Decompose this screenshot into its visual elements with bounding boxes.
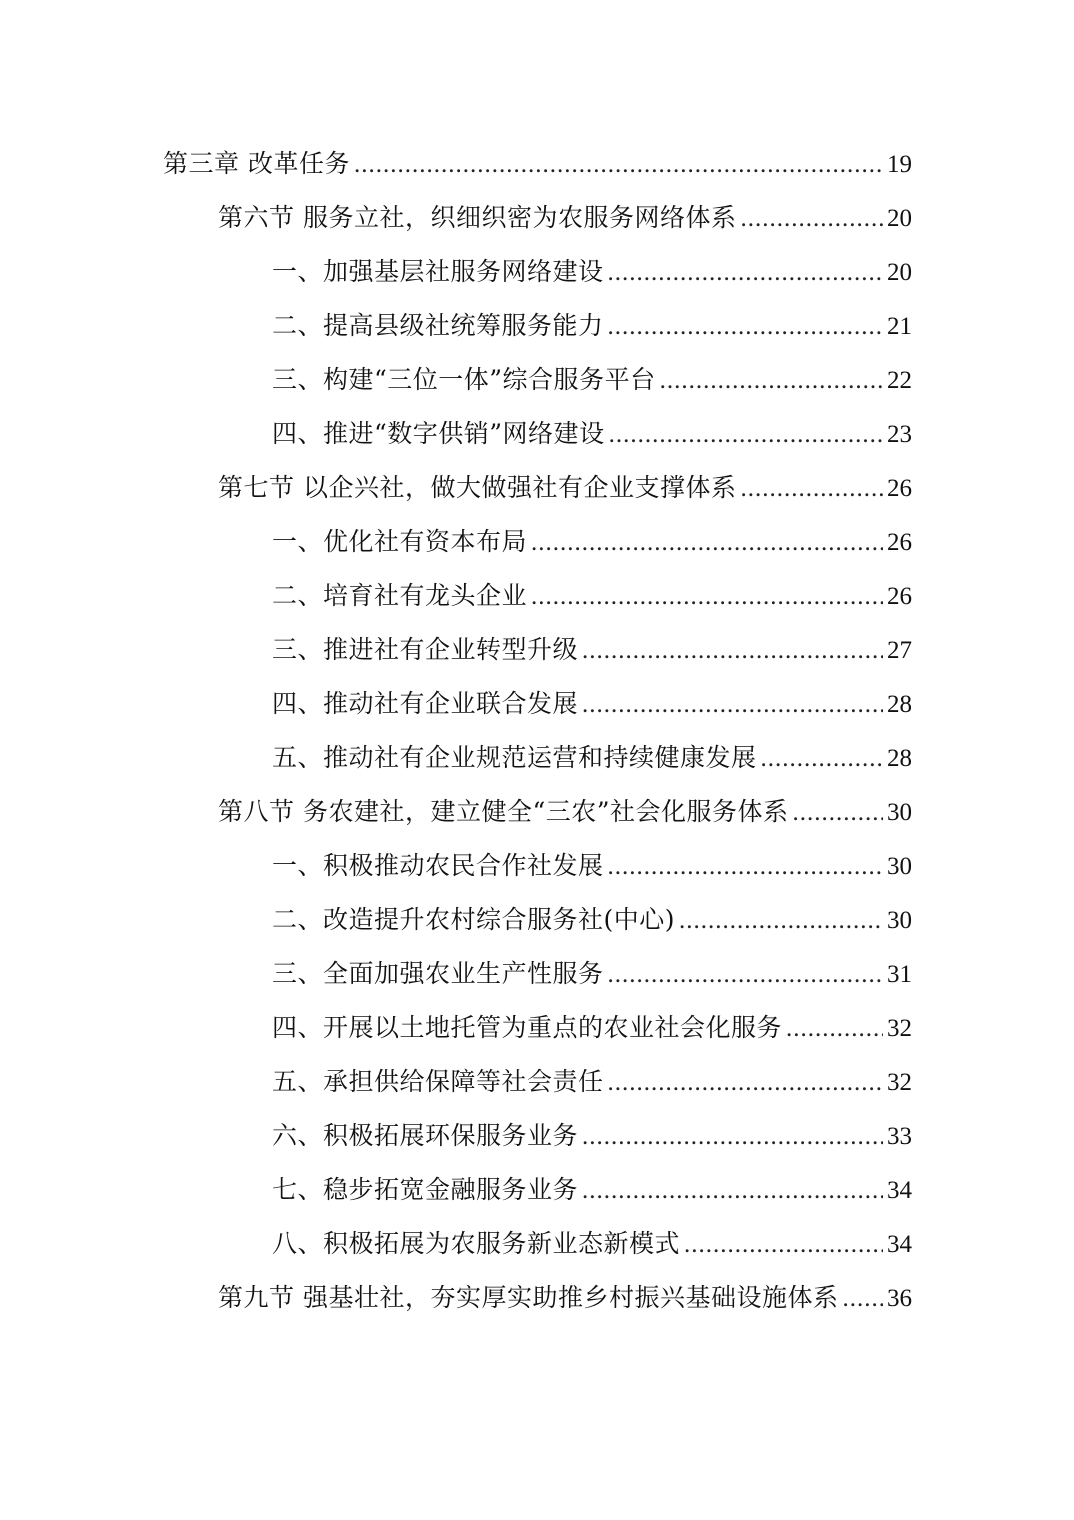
toc-entry-title: 二、培育社有龙头企业 — [272, 581, 528, 610]
toc-dot-leader — [684, 1225, 883, 1265]
toc-entry-page: 32 — [887, 1069, 912, 1096]
toc-entry-item[interactable] — [272, 900, 912, 940]
toc-entry-item[interactable] — [272, 1170, 912, 1210]
toc-dot-leader — [608, 847, 883, 887]
toc-entry-page: 20 — [887, 259, 912, 286]
toc-entry-page: 26 — [887, 583, 912, 610]
toc-entry-page: 28 — [887, 691, 912, 718]
toc-entry-title: 七、稳步拓宽金融服务业务 — [272, 1175, 579, 1204]
toc-entry-item[interactable] — [272, 630, 912, 670]
toc-entry-page: 33 — [887, 1123, 912, 1150]
toc-entry-page: 28 — [887, 745, 912, 772]
toc-entry-title: 五、承担供给保障等社会责任 — [272, 1067, 604, 1096]
toc-dot-leader — [608, 307, 883, 347]
toc-entry-item[interactable] — [272, 1224, 912, 1264]
toc-dot-leader — [786, 1009, 883, 1049]
toc-dot-leader — [660, 361, 883, 401]
toc-entry-page: 23 — [887, 421, 912, 448]
toc-entry-page: 22 — [887, 367, 912, 394]
toc-entry-title: 第三章 改革任务 — [163, 149, 350, 178]
toc-dot-leader — [740, 199, 883, 239]
toc-dot-leader — [761, 739, 883, 779]
toc-entry-section-8[interactable] — [218, 792, 912, 832]
toc-entry-item[interactable] — [272, 414, 912, 454]
toc-entry-page: 30 — [887, 907, 912, 934]
toc-entry-item[interactable] — [272, 738, 912, 778]
toc-entry-page: 31 — [887, 961, 912, 988]
toc-dot-leader — [793, 793, 883, 833]
toc-entry-item[interactable] — [272, 846, 912, 886]
toc-entry-page: 34 — [887, 1177, 912, 1204]
toc-dot-leader — [679, 901, 883, 941]
toc-entry-item[interactable] — [272, 522, 912, 562]
toc-entry-page: 21 — [887, 313, 912, 340]
toc-entry-title: 五、推动社有企业规范运营和持续健康发展 — [272, 743, 757, 772]
toc-dot-leader — [740, 469, 883, 509]
toc-entry-page: 20 — [887, 205, 912, 232]
toc-entry-page: 34 — [887, 1231, 912, 1258]
toc-entry-item[interactable] — [272, 954, 912, 994]
toc-entry-item[interactable] — [272, 1008, 912, 1048]
toc-entry-page: 32 — [887, 1015, 912, 1042]
toc-entry-title: 四、开展以土地托管为重点的农业社会化服务 — [272, 1013, 783, 1042]
toc-entry-item[interactable] — [272, 360, 912, 400]
toc-entry-item[interactable] — [272, 1116, 912, 1156]
toc-dot-leader — [842, 1279, 883, 1319]
toc-dot-leader — [582, 1171, 883, 1211]
toc-entry-section-6[interactable] — [218, 198, 912, 238]
toc-entry-title: 六、积极拓展环保服务业务 — [272, 1121, 579, 1150]
toc-entry-page: 19 — [887, 151, 912, 178]
toc-entry-title: 第九节 强基壮社，夯实厚实助推乡村振兴基础设施体系 — [218, 1283, 839, 1312]
toc-entry-title: 三、全面加强农业生产性服务 — [272, 959, 604, 988]
toc-entry-section-9[interactable] — [218, 1278, 912, 1318]
toc-entry-title: 四、推动社有企业联合发展 — [272, 689, 579, 718]
toc-entry-page: 26 — [887, 529, 912, 556]
toc-entry-chapter-3[interactable] — [163, 144, 912, 184]
toc-entry-item[interactable] — [272, 306, 912, 346]
toc-entry-title: 三、推进社有企业转型升级 — [272, 635, 579, 664]
toc-entry-page: 30 — [887, 799, 912, 826]
toc-dot-leader — [609, 415, 883, 455]
toc-entry-title: 二、提高县级社统筹服务能力 — [272, 311, 604, 340]
toc-entry-title: 一、积极推动农民合作社发展 — [272, 851, 604, 880]
toc-entry-title: 第六节 服务立社，织细织密为农服务网络体系 — [218, 203, 737, 232]
toc-dot-leader — [531, 577, 883, 617]
toc-entry-page: 26 — [887, 475, 912, 502]
toc-entry-item[interactable] — [272, 576, 912, 616]
toc-entry-page: 36 — [887, 1285, 912, 1312]
toc-dot-leader — [582, 631, 883, 671]
toc-dot-leader — [608, 253, 883, 293]
toc-dot-leader — [354, 145, 883, 185]
toc-entry-title: 第八节 务农建社，建立健全“三农”社会化服务体系 — [218, 797, 789, 826]
toc-entry-section-7[interactable] — [218, 468, 912, 508]
toc-entry-item[interactable] — [272, 1062, 912, 1102]
toc-entry-title: 四、推进“数字供销”网络建设 — [272, 419, 605, 448]
toc-entry-item[interactable] — [272, 252, 912, 292]
toc-entry-page: 30 — [887, 853, 912, 880]
toc-dot-leader — [531, 523, 883, 563]
toc-dot-leader — [608, 1063, 883, 1103]
toc-entry-title: 一、优化社有资本布局 — [272, 527, 528, 556]
toc-dot-leader — [608, 955, 883, 995]
toc-entry-title: 一、加强基层社服务网络建设 — [272, 257, 604, 286]
toc-dot-leader — [582, 1117, 883, 1157]
toc-entry-page: 27 — [887, 637, 912, 664]
toc-entry-title: 八、积极拓展为农服务新业态新模式 — [272, 1229, 681, 1258]
toc-dot-leader — [582, 685, 883, 725]
toc-entry-title: 第七节 以企兴社，做大做强社有企业支撑体系 — [218, 473, 737, 502]
toc-entry-title: 三、构建“三位一体”综合服务平台 — [272, 365, 656, 394]
toc-entry-title: 二、改造提升农村综合服务社(中心) — [272, 905, 676, 934]
toc-entry-item[interactable] — [272, 684, 912, 724]
